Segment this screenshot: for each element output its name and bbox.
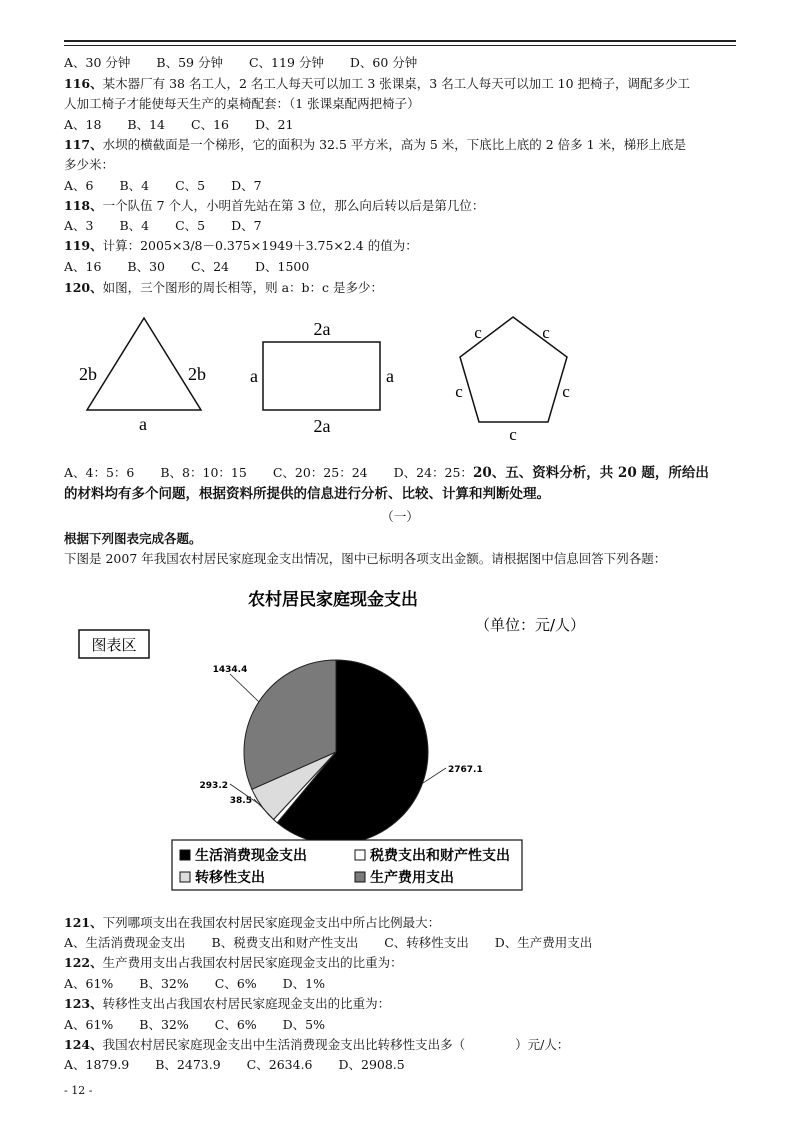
instruction-bold: 根据下列图表完成各题。 (64, 531, 202, 546)
question-text: 一个队伍 7 个人，小明首先站在第 3 位，那么向后转以后是第几位： (102, 198, 485, 213)
option: C、20：25：24 (272, 465, 368, 480)
option: B、4 (119, 218, 150, 233)
rect-bottom-label: 2a (313, 416, 331, 436)
option: B、59 分钟 (156, 55, 223, 70)
option: B、14 (127, 117, 166, 132)
q124-options (64, 1055, 744, 1074)
q119-options (64, 257, 744, 276)
question-text: 如图，三个图形的周长相等，则 a：b：c 是多少： (102, 280, 383, 295)
question-text: 转移性支出占我国农村居民家庭现金支出的比重为： (102, 996, 391, 1011)
option: D、7 (231, 218, 262, 233)
option: C、6% (214, 976, 257, 991)
header-rule-thick (64, 40, 736, 42)
question-number: 120、 (64, 280, 103, 295)
pentagon-label: c (474, 323, 482, 342)
q119-line (64, 236, 744, 255)
q124-line (64, 1035, 744, 1054)
option: C、119 分钟 (248, 55, 324, 70)
triangle-right-label: 2b (188, 364, 206, 384)
option: A、18 (64, 117, 102, 132)
option: C、转移性支出 (384, 935, 469, 950)
question-number: 121、 (64, 915, 103, 930)
page-number: - 12 - (64, 1084, 93, 1097)
pentagon-label: c (455, 382, 463, 401)
chart-title: 农村居民家庭现金支出 (248, 590, 418, 610)
q118-options (64, 216, 744, 235)
triangle-bottom-label: a (139, 414, 147, 434)
triangle-left-label: 2b (79, 364, 97, 384)
question-text: 某木器厂有 38 名工人，2 名工人每天可以加工 3 张课桌，3 名工人每天可以加工 10 把椅子，调配多少工 (102, 76, 691, 91)
rect-left-label: a (250, 366, 258, 386)
rect-top-label: 2a (313, 319, 331, 339)
question-number: 124、 (64, 1037, 103, 1052)
option: A、1879.9 (64, 1057, 130, 1072)
pie-slices (244, 660, 428, 844)
header-rule-thin (64, 45, 736, 46)
legend-swatch (355, 850, 365, 860)
legend-label: 税费支出和财产性支出 (370, 848, 510, 864)
chart-unit: （单位：元/人） (474, 616, 586, 634)
question-text: 我国农村居民家庭现金支出中生活消费现金支出比转移性支出多（ ）元/人： (102, 1037, 570, 1052)
option: B、30 (127, 259, 166, 274)
chart-area-label: 图表区 (91, 636, 137, 654)
section-heading-start: 20、五、资料分析，共 20 题，所给出 (472, 465, 709, 481)
q120-options (64, 463, 744, 483)
rect-right-label: a (386, 366, 394, 386)
triangle-shape (87, 318, 201, 410)
option: A、4：5：6 (64, 465, 135, 480)
q116-line1 (64, 74, 744, 93)
pie-value-label: 2767.1 (448, 765, 483, 775)
part-label: （一） (381, 509, 419, 524)
instruction-text: 下图是 2007 年我国农村居民家庭现金支出情况，图中已标明各项支出金额。请根据图中信息回答下列各题： (64, 551, 667, 566)
legend-label: 转移性支出 (195, 870, 265, 886)
option: C、16 (191, 117, 229, 132)
q121-options (64, 933, 744, 952)
q121-line (64, 913, 744, 932)
legend-label: 生活消费现金支出 (195, 848, 307, 864)
option: D、24：25： (393, 465, 473, 480)
question-text: 计算：2005×3/8－0.375×1949＋3.75×2.4 的值为： (102, 238, 418, 253)
pie-chart-figure (0, 580, 800, 900)
question-text: 生产费用支出占我国农村居民家庭现金支出的比重为： (102, 955, 403, 970)
question-number: 123、 (64, 996, 103, 1011)
q122-line (64, 953, 744, 972)
pie-value-label: 293.2 (199, 781, 228, 791)
q116-options (64, 115, 744, 134)
q117-options (64, 176, 744, 195)
question-number: 118、 (64, 198, 103, 213)
q117-line2: 多少米： (64, 157, 115, 172)
pie-leader-line (230, 674, 259, 702)
pie-value-label: 1434.4 (212, 665, 248, 675)
option: B、4 (119, 178, 150, 193)
option: C、6% (214, 1017, 257, 1032)
rectangle-shape (263, 342, 380, 410)
pentagon-label: c (562, 382, 570, 401)
section-heading-cont: 的材料均有多个问题，根据资料所提供的信息进行分析、比较、计算和判断处理。 (64, 486, 550, 502)
q120-line (64, 278, 744, 297)
option: B、税费支出和财产性支出 (211, 935, 359, 950)
option: B、32% (139, 1017, 189, 1032)
question-text: 水坝的横截面是一个梯形，它的面积为 32.5 平方米，高为 5 米，下底比上底的 2 倍多 1 米，梯形上底是 (102, 137, 687, 152)
option: C、5 (175, 178, 206, 193)
option: B、2473.9 (155, 1057, 221, 1072)
q118-line (64, 196, 744, 215)
option: D、1% (282, 976, 326, 991)
pie-value-label: 38.5 (229, 796, 252, 806)
pentagon-label: c (509, 425, 517, 444)
q123-options (64, 1015, 744, 1034)
option: C、2634.6 (246, 1057, 313, 1072)
option: A、3 (64, 218, 94, 233)
question-number: 119、 (64, 238, 103, 253)
legend-swatch (180, 850, 190, 860)
option: D、2908.5 (338, 1057, 405, 1072)
option: C、5 (175, 218, 206, 233)
q122-options (64, 974, 744, 993)
option: A、61% (64, 1017, 114, 1032)
option: B、8：10：15 (160, 465, 247, 480)
pentagon-label: c (542, 323, 550, 342)
q115-options (64, 53, 744, 72)
question-number: 116、 (64, 76, 103, 91)
q120-figures (0, 300, 800, 450)
question-number: 117、 (64, 137, 103, 152)
question-text: 下列哪项支出在我国农村居民家庭现金支出中所占比例最大： (102, 915, 441, 930)
legend-swatch (355, 872, 365, 882)
option: D、生产费用支出 (494, 935, 593, 950)
option: D、7 (231, 178, 262, 193)
option: B、32% (139, 976, 189, 991)
legend-label: 生产费用支出 (370, 870, 454, 886)
option: A、生活消费现金支出 (64, 935, 186, 950)
option: A、6 (64, 178, 94, 193)
option: D、1500 (254, 259, 310, 274)
option: A、30 分钟 (64, 55, 131, 70)
q117-line1 (64, 135, 744, 154)
option: A、16 (64, 259, 102, 274)
option: D、21 (254, 117, 294, 132)
option: D、5% (282, 1017, 326, 1032)
option: A、61% (64, 976, 114, 991)
option: C、24 (191, 259, 229, 274)
q116-line2: 人加工椅子才能使每天生产的桌椅配套：（1 张课桌配两把椅子） (64, 96, 420, 111)
legend-swatch (180, 872, 190, 882)
option: D、60 分钟 (349, 55, 418, 70)
question-number: 122、 (64, 955, 103, 970)
q123-line (64, 994, 744, 1013)
